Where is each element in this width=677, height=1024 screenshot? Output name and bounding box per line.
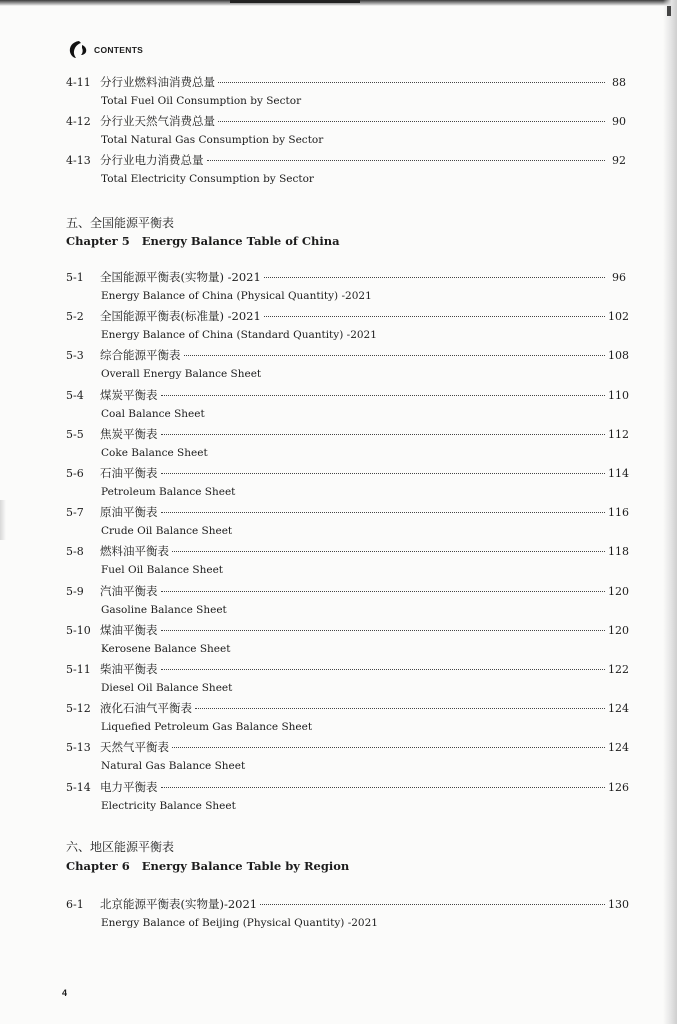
chapter5-title: Energy Balance Table of China [141, 234, 340, 248]
toc-leader-dots [161, 512, 606, 513]
toc-leader-dots [264, 277, 605, 278]
contents-header [66, 38, 143, 60]
toc-entry-title-zh: 柴油平衡表 [100, 662, 158, 676]
toc-entry[interactable] [66, 622, 629, 656]
toc-entry-title-en: Liquefied Petroleum Gas Balance Sheet [101, 721, 313, 734]
toc-entry-title-zh: 北京能源平衡表(实物量)-2021 [100, 897, 258, 911]
toc-entry-title-en: Natural Gas Balance Sheet [101, 760, 246, 773]
toc-entry-title-en: Energy Balance of China (Standard Quantity) -2021 [101, 329, 377, 342]
toc-entry-number: 5-2 [66, 310, 84, 324]
toc-entry-title-en: Petroleum Balance Sheet [101, 486, 236, 498]
toc-entry-line [66, 897, 629, 912]
toc-leader-dots [264, 316, 605, 317]
toc-entry-number: 5-6 [66, 467, 84, 480]
toc-entry[interactable] [66, 662, 629, 695]
toc-entry-number: 5-7 [66, 506, 84, 520]
toc-leader-dots [172, 747, 605, 748]
toc-entry-title-zh: 全国能源平衡表(标准量) -2021 [100, 309, 261, 324]
toc-entry-title-zh: 分行业电力消费总量 [100, 153, 204, 167]
toc-entry-title-en: Diesel Oil Balance Sheet [101, 682, 233, 694]
chapter5-heading-en [66, 234, 340, 248]
toc-entry-line [66, 466, 629, 481]
toc-leader-dots [161, 787, 606, 788]
toc-entry-page: 120 [608, 584, 629, 598]
toc-entry-title-en: Total Fuel Oil Consumption by Sector [101, 95, 302, 107]
toc-entry-line [66, 779, 629, 795]
chapter6-heading-en [66, 859, 349, 873]
toc-leader-dots [161, 395, 606, 396]
toc-entry[interactable] [66, 505, 629, 538]
chapter6-number: Chapter 6 [66, 859, 130, 873]
toc-entry-line [66, 505, 629, 520]
toc-entry-page: 88 [612, 76, 626, 89]
chapter6-title: Energy Balance Table by Region [141, 859, 350, 873]
toc-entry-title-zh: 综合能源平衡表 [100, 348, 181, 363]
toc-entry-title-zh: 煤炭平衡表 [100, 387, 158, 402]
toc-entry-page: 90 [612, 115, 626, 128]
toc-entry-number: 5-12 [66, 702, 91, 716]
toc-leader-dots [195, 708, 605, 709]
toc-entry-title-en: Energy Balance of China (Physical Quantity) -2021 [101, 290, 372, 302]
toc-entry-title-zh: 汽油平衡表 [100, 583, 158, 598]
toc-entry-title-zh: 电力平衡表 [100, 779, 158, 794]
toc-entry[interactable] [66, 897, 629, 930]
toc-entry-page: 96 [612, 271, 626, 284]
toc-entry-title-zh: 全国能源平衡表(实物量) -2021 [100, 270, 261, 284]
toc-leader-dots [161, 434, 606, 435]
toc-entry-number: 5-3 [66, 349, 84, 363]
toc-leader-dots [161, 473, 606, 474]
toc-entry-line [66, 309, 629, 324]
toc-entry-line [66, 701, 629, 716]
toc-entry[interactable] [66, 387, 629, 421]
toc-entry-number: 5-13 [66, 741, 91, 755]
toc-entry-page: 122 [608, 663, 629, 676]
toc-entry-title-en: Total Natural Gas Consumption by Sector [101, 134, 324, 146]
toc-entry-title-zh: 分行业天然气消费总量 [100, 114, 215, 128]
toc-entry-number: 5-1 [66, 271, 84, 284]
toc-entry-page: 112 [608, 427, 629, 441]
chapter6-heading-zh: 六、地区能源平衡表 [66, 840, 175, 854]
toc-entry-line [66, 387, 629, 403]
toc-entry-title-en: Gasoline Balance Sheet [101, 603, 227, 616]
toc-entry-number: 4-13 [66, 154, 91, 167]
toc-entry[interactable] [66, 701, 629, 734]
toc-entry-title-en: Total Electricity Consumption by Sector [101, 173, 314, 185]
toc-entry-title-en: Fuel Oil Balance Sheet [101, 564, 224, 577]
scan-right-edge [663, 0, 677, 1024]
toc-entry[interactable] [66, 114, 626, 147]
contents-label: CONTENTS [94, 45, 144, 55]
toc-entry-title-zh: 煤油平衡表 [100, 622, 158, 637]
toc-entry-number: 5-10 [66, 623, 91, 637]
toc-entry-page: 130 [608, 898, 629, 911]
toc-entry[interactable] [66, 779, 629, 813]
toc-entry-number: 5-4 [66, 388, 84, 402]
toc-entry-page: 114 [608, 467, 629, 480]
toc-entry-title-en: Crude Oil Balance Sheet [101, 525, 233, 538]
toc-entry[interactable] [66, 583, 629, 617]
toc-entry-title-zh: 石油平衡表 [100, 466, 158, 480]
toc-entry-number: 5-9 [66, 584, 84, 598]
toc-entry-title-en: Energy Balance of Beijing (Physical Quantity) -2021 [101, 917, 378, 929]
toc-entry[interactable] [66, 544, 629, 577]
toc-entry-title-zh: 焦炭平衡表 [100, 426, 158, 441]
toc-entry-title-en: Electricity Balance Sheet [101, 799, 236, 812]
chapter5-heading-zh: 五、全国能源平衡表 [66, 216, 175, 230]
toc-entry-page: 116 [608, 506, 629, 520]
toc-entry-title-zh: 天然气平衡表 [100, 740, 169, 755]
toc-entry-page: 92 [612, 154, 626, 167]
toc-entry-line [66, 583, 629, 599]
toc-entry-line [66, 662, 629, 677]
toc-entry-page: 110 [608, 388, 629, 402]
toc-entry-title-en: Overall Energy Balance Sheet [101, 368, 262, 381]
toc-entry-title-zh: 液化石油气平衡表 [100, 701, 192, 716]
toc-entry-title-zh: 分行业燃料油消费总量 [100, 75, 215, 89]
toc-entry-line [66, 75, 626, 90]
toc-entry-title-en: Kerosene Balance Sheet [101, 642, 231, 655]
toc-entry-page: 120 [608, 623, 629, 637]
toc-entry[interactable] [66, 309, 629, 342]
toc-leader-dots [260, 904, 605, 905]
toc-entry-line [66, 740, 629, 755]
scan-corner-mark [667, 6, 671, 16]
page-number: 4 [62, 988, 68, 998]
toc-entry-line [66, 270, 626, 285]
toc-entry[interactable] [66, 75, 626, 108]
toc-leader-dots [218, 121, 605, 122]
toc-leader-dots [161, 669, 606, 670]
toc-entry-number: 5-8 [66, 545, 84, 559]
toc-entry-title-en: Coke Balance Sheet [101, 446, 208, 459]
scan-top-mark [230, 0, 360, 3]
toc-entry-number: 5-11 [66, 663, 91, 676]
toc-entry-line [66, 622, 629, 638]
toc-entry-number: 5-5 [66, 427, 84, 441]
chapter5-number: Chapter 5 [66, 234, 130, 248]
toc-entry[interactable] [66, 153, 626, 186]
toc-entry-number: 5-14 [66, 780, 91, 794]
toc-leader-dots [161, 591, 606, 592]
binding-shadow [0, 500, 6, 540]
toc-entry-page: 108 [608, 349, 629, 363]
toc-entry-line [66, 153, 626, 168]
toc-leader-dots [161, 630, 606, 631]
toc-entry[interactable] [66, 426, 629, 460]
toc-leader-dots [218, 82, 605, 83]
toc-entry-title-zh: 原油平衡表 [100, 505, 158, 520]
toc-entry-number: 4-11 [66, 76, 91, 89]
toc-entry-page: 124 [608, 741, 629, 755]
toc-entry-number: 4-12 [66, 115, 91, 128]
toc-entry-title-zh: 燃料油平衡表 [100, 544, 169, 559]
toc-entry-line [66, 114, 626, 129]
toc-entry-line [66, 544, 629, 559]
publisher-logo-icon [66, 37, 90, 61]
toc-entry-title-en: Coal Balance Sheet [101, 407, 205, 420]
toc-entry-page: 124 [608, 702, 629, 716]
toc-entry-number: 6-1 [66, 898, 84, 911]
toc-leader-dots [172, 551, 605, 552]
toc-entry-line [66, 426, 629, 442]
toc-entry[interactable] [66, 348, 629, 381]
toc-leader-dots [207, 160, 606, 161]
toc-entry[interactable] [66, 466, 629, 499]
toc-entry[interactable] [66, 740, 629, 773]
toc-entry-page: 118 [608, 545, 629, 559]
toc-entry-page: 102 [608, 310, 629, 324]
toc-entry-page: 126 [608, 780, 629, 794]
toc-leader-dots [184, 355, 606, 356]
toc-entry[interactable] [66, 270, 626, 303]
toc-entry-line [66, 348, 629, 363]
